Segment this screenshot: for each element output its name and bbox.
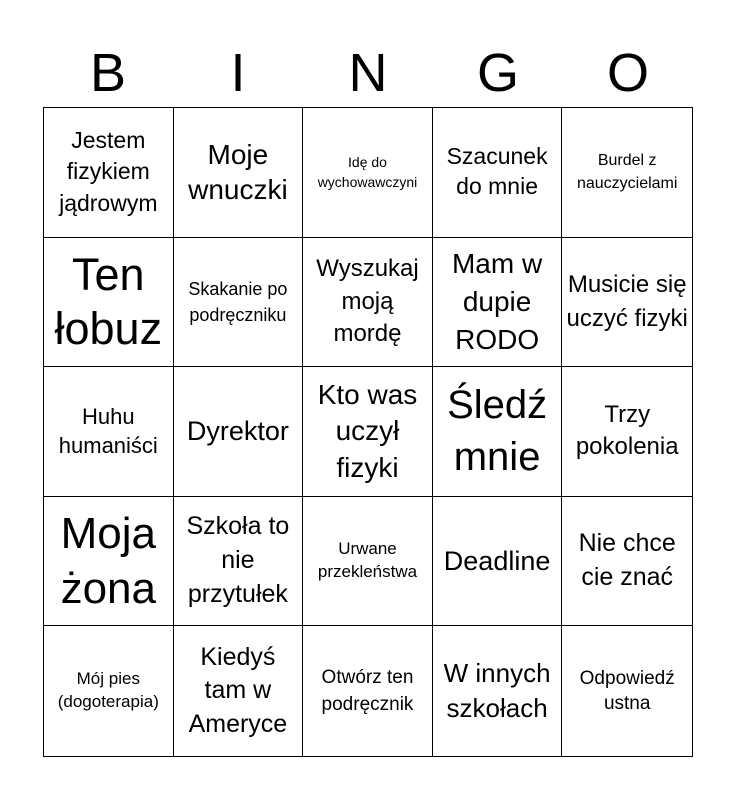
cell-label: Trzy pokolenia <box>575 401 679 461</box>
cell-label: Skakanie po podręczniku <box>188 278 288 325</box>
cell-label: Kiedyś tam w Ameryce <box>188 642 288 739</box>
header-letter-b: B <box>89 43 127 103</box>
cell-label: Otwórz ten podręcznik <box>321 666 414 716</box>
cell-label: Wyszukaj moją mordę <box>316 255 419 348</box>
cell-label: Moja żona <box>60 509 156 614</box>
cell-label: Burdel z nauczycielami <box>576 152 678 193</box>
bingo-cell-3-3[interactable] <box>303 367 433 497</box>
header-letter-o: O <box>606 43 649 103</box>
header-letter-n: N <box>348 43 388 103</box>
bingo-cell-3-4[interactable] <box>433 367 563 497</box>
bingo-cell-4-5[interactable] <box>562 497 692 627</box>
bingo-cell-5-4[interactable] <box>433 626 563 756</box>
bingo-cell-5-1[interactable] <box>44 626 174 756</box>
bingo-board <box>43 107 693 757</box>
cell-label: Odpowiedź ustna <box>579 667 675 715</box>
bingo-cell-4-3[interactable] <box>303 497 433 627</box>
cell-label: Kto was uczył fizyki <box>317 378 418 483</box>
cell-label: Moje wnuczki <box>188 139 288 206</box>
cell-label: Urwane przekleństwa <box>317 539 418 582</box>
cell-label: Mam w dupie RODO <box>451 248 543 355</box>
bingo-cell-5-3[interactable] <box>303 626 433 756</box>
header-letter-g: G <box>476 43 519 103</box>
bingo-cell-3-1[interactable] <box>44 367 174 497</box>
bingo-cell-4-2[interactable] <box>174 497 304 627</box>
bingo-cell-4-1[interactable] <box>44 497 174 627</box>
bingo-cell-5-2[interactable] <box>174 626 304 756</box>
bingo-cell-5-5[interactable] <box>562 626 692 756</box>
cell-label: Dyrektor <box>186 416 289 447</box>
cell-label: Szacunek do mnie <box>446 143 548 200</box>
bingo-cell-1-5[interactable] <box>562 108 692 238</box>
bingo-cell-2-3[interactable] <box>303 238 433 368</box>
bingo-cell-2-4[interactable] <box>433 238 563 368</box>
cell-label: Mój pies (dogoterapia) <box>57 669 159 712</box>
cell-label: Deadline <box>443 545 551 576</box>
bingo-header <box>43 40 693 106</box>
cell-label: Musicie się uczyć fizyki <box>566 271 688 332</box>
bingo-cell-2-5[interactable] <box>562 238 692 368</box>
cell-label: Szkoła to nie przytułek <box>186 512 290 608</box>
bingo-cell-3-5[interactable] <box>562 367 692 497</box>
bingo-cell-1-2[interactable] <box>174 108 304 238</box>
bingo-cell-2-2[interactable] <box>174 238 304 368</box>
cell-label: Jestem fizykiem jądrowym <box>59 126 158 217</box>
cell-label: Śledź mnie <box>447 383 548 480</box>
cell-label: Idę do wychowawczyni <box>317 154 418 191</box>
bingo-cell-1-1[interactable] <box>44 108 174 238</box>
header-letter-i: I <box>230 43 246 103</box>
cell-label: Huhu humaniści <box>58 403 158 459</box>
bingo-cell-3-2[interactable] <box>174 367 304 497</box>
bingo-cell-1-4[interactable] <box>433 108 563 238</box>
cell-label: W innych szkołach <box>443 658 551 724</box>
bingo-cell-2-1[interactable] <box>44 238 174 368</box>
cell-label: Nie chce cie znać <box>578 529 676 592</box>
cell-label: Ten łobuz <box>54 248 163 354</box>
bingo-cell-4-4[interactable] <box>433 497 563 627</box>
bingo-cell-1-3[interactable] <box>303 108 433 238</box>
